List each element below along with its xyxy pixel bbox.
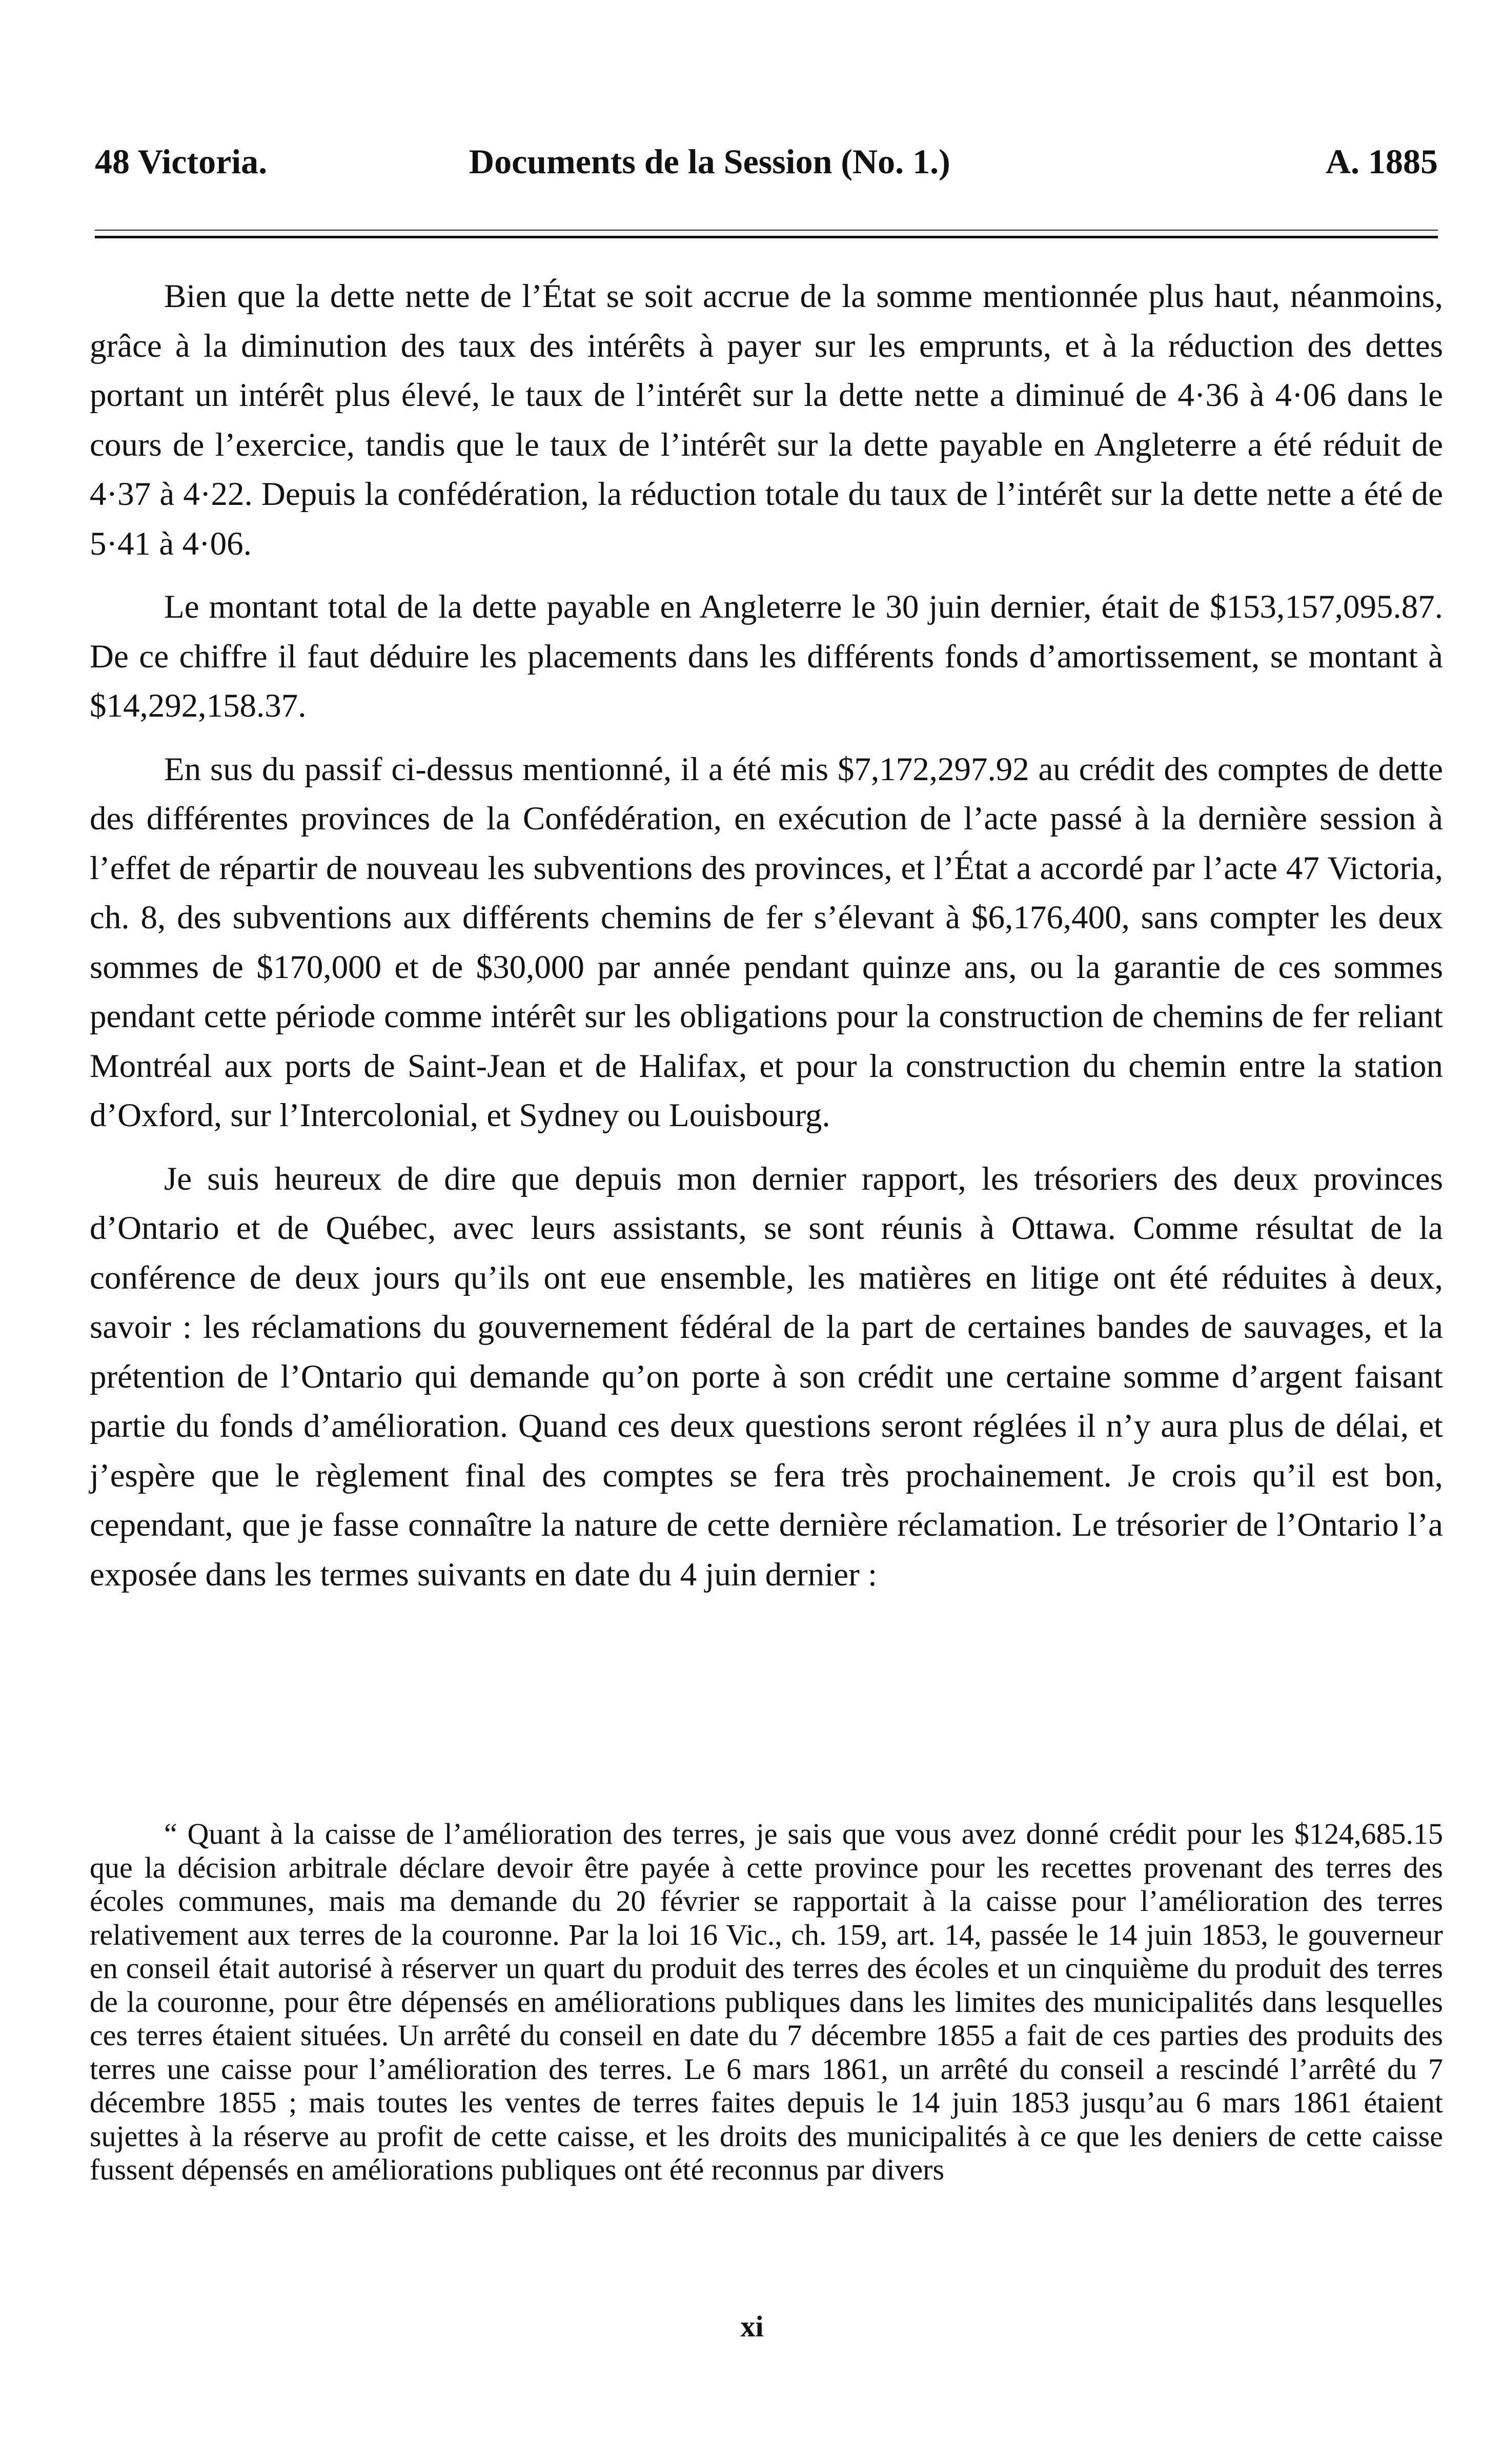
paragraph-3: En sus du passif ci-dessus mentionné, il a été mis $7,172,297.92 au crédit des comptes de dette des différentes provinces de la Confédération, en exécution de l’acte passé à la dernière session à l’effet de répartir de nouveau les subventions des provinces, et l’État a accordé par l’acte 47 Victoria, ch. 8, des subventions aux différents chemins de fer s’élevant à $6,176,400, sans compter les deux sommes de $170,000 et de $30,000 par année pendant quinze ans, ou la garantie de ces sommes pendant cette période comme intérêt sur les obligations pour la construction de chemins de fer reliant Montréal aux ports de Saint-Jean et de Halifax, et pour la construction du chemin entre la station d’Oxford, sur l’Intercolonial, et Sydney ou Louisbourg. bbox=[90, 750, 1443, 1134]
header-volume: 48 Victoria. bbox=[95, 142, 268, 181]
running-header bbox=[95, 138, 1438, 185]
quoted-passage bbox=[90, 1817, 1443, 2187]
header-rule-thin bbox=[95, 230, 1438, 231]
header-title: Documents de la Session (No. 1.) bbox=[469, 142, 950, 181]
paragraph-1: Bien que la dette nette de l’État se soit accrue de la somme mentionnée plus haut, néanmoins, grâce à la diminution des taux des intérêts à payer sur les emprunts, et à la réduction des dettes portant un intérêt plus élevé, le taux de l’intérêt sur la dette nette a diminué de 4·36 à 4·06 dans le cours de l’exercice, tandis que le taux de l’intérêt sur la dette payable en Angleterre a été réduit de 4·37 à 4·22. Depuis la confédération, la réduction totale du taux de l’intérêt sur la dette nette a été de 5·41 à 4·06. bbox=[90, 278, 1443, 562]
paragraph-4: Je suis heureux de dire que depuis mon dernier rapport, les trésoriers des deux provinces d’Ontario et de Québec, avec leurs assistants, se sont réunis à Ottawa. Comme résultat de la conférence de deux jours qu’ils ont eue ensemble, les matières en litige ont été réduites à deux, savoir : les réclamations du gouvernement fédéral de la part de certaines bandes de sauvages, et la prétention de l’Ontario qui demande qu’on porte à son crédit une certaine somme d’argent faisant partie du fonds d’amélioration. Quand ces deux questions seront réglées il n’y aura plus de délai, et j’espère que le règlement final des comptes se fera très prochainement. Je crois qu’il est bon, cependant, que je fasse connaître la nature de cette dernière réclamation. Le trésorier de l’Ontario l’a exposée dans les termes suivants en date du 4 juin dernier : bbox=[90, 1160, 1443, 1593]
paragraph-2: Le montant total de la dette payable en Angleterre le 30 juin dernier, était de $153,157,095.87. De ce chiffre il faut déduire les placements dans les différents fonds d’amortissement, se montant à $14,292,158.37. bbox=[90, 588, 1443, 724]
quote-text: “ Quant à la caisse de l’amélioration des terres, je sais que vous avez donné crédit pour les $124,685.15 que la décision arbitrale déclare devoir être payée à cette province pour les recettes provenant des terres des écoles communes, mais ma demande du 20 février se rapportait à la caisse pour l’amélioration des terres relativement aux terres de la couronne. Par la loi 16 Vic., ch. 159, art. 14, passée le 14 juin 1853, le gouverneur en conseil était autorisé à réserver un quart du produit des terres des écoles et un cinquième du produit des terres de la couronne, pour être dépensés en améliorations publiques dans les limites des municipalités dans lesquelles ces terres étaient situées. Un arrêté du conseil en date du 7 décembre 1855 a fait de ces parties des produits des terres une caisse pour l’amélioration des terres. Le 6 mars 1861, un arrêté du conseil a rescindé l’arrêté du 7 décembre 1855 ; mais toutes les ventes de terres faites depuis le 14 juin 1853 jusqu’au 6 mars 1861 étaient sujettes à la réserve au profit de cette caisse, et les droits des municipalités à ce que les deniers de cette caisse fussent dépensés en améliorations publiques ont été reconnus par divers bbox=[90, 1817, 1443, 2186]
body-text bbox=[90, 272, 1443, 1613]
page-number: xi bbox=[740, 2310, 764, 2343]
header-year: A. 1885 bbox=[1325, 142, 1438, 181]
header-rule-thick bbox=[95, 236, 1438, 238]
